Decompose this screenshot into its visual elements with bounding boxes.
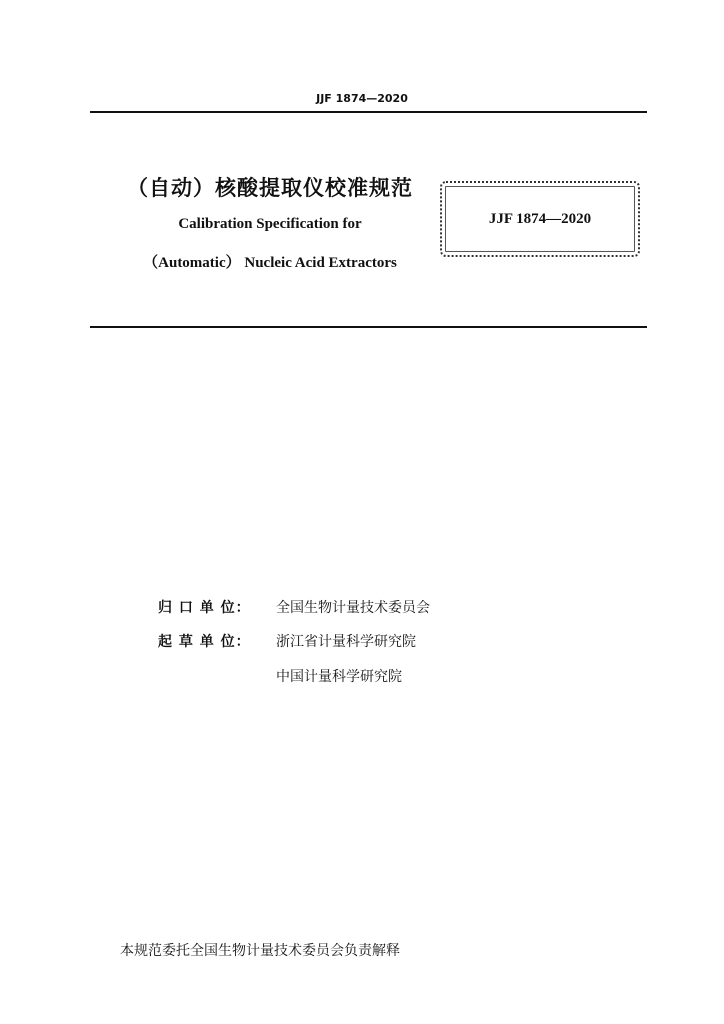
header-code: JJF 1874—2020 [316, 92, 408, 105]
info-row-drafting-unit-2 [158, 666, 402, 686]
info-row-drafting-unit [158, 631, 416, 651]
code-frame-text: JJF 1874—2020 [488, 210, 592, 227]
info-row-centralized-unit [158, 597, 430, 617]
info-value-drafting-unit-2: 中国计量科学研究院 [276, 669, 402, 685]
info-value-drafting-unit-1: 浙江省计量科学研究院 [276, 634, 416, 650]
bottom-rule [90, 326, 647, 328]
code-frame [440, 181, 640, 257]
title-chinese: （自动）核酸提取仪校准规范 [127, 176, 413, 200]
info-label-drafting-unit: 起 草 单 位： [158, 634, 251, 650]
top-rule [90, 111, 647, 113]
title-english-line2: （Automatic） Nucleic Acid Extractors [143, 255, 397, 271]
title-english-line1: Calibration Specification for [178, 216, 362, 232]
interpretation-note: 本规范委托全国生物计量技术委员会负责解释 [120, 943, 400, 959]
info-label-centralized-unit: 归 口 单 位： [158, 600, 251, 616]
info-value-centralized-unit: 全国生物计量技术委员会 [276, 600, 430, 616]
